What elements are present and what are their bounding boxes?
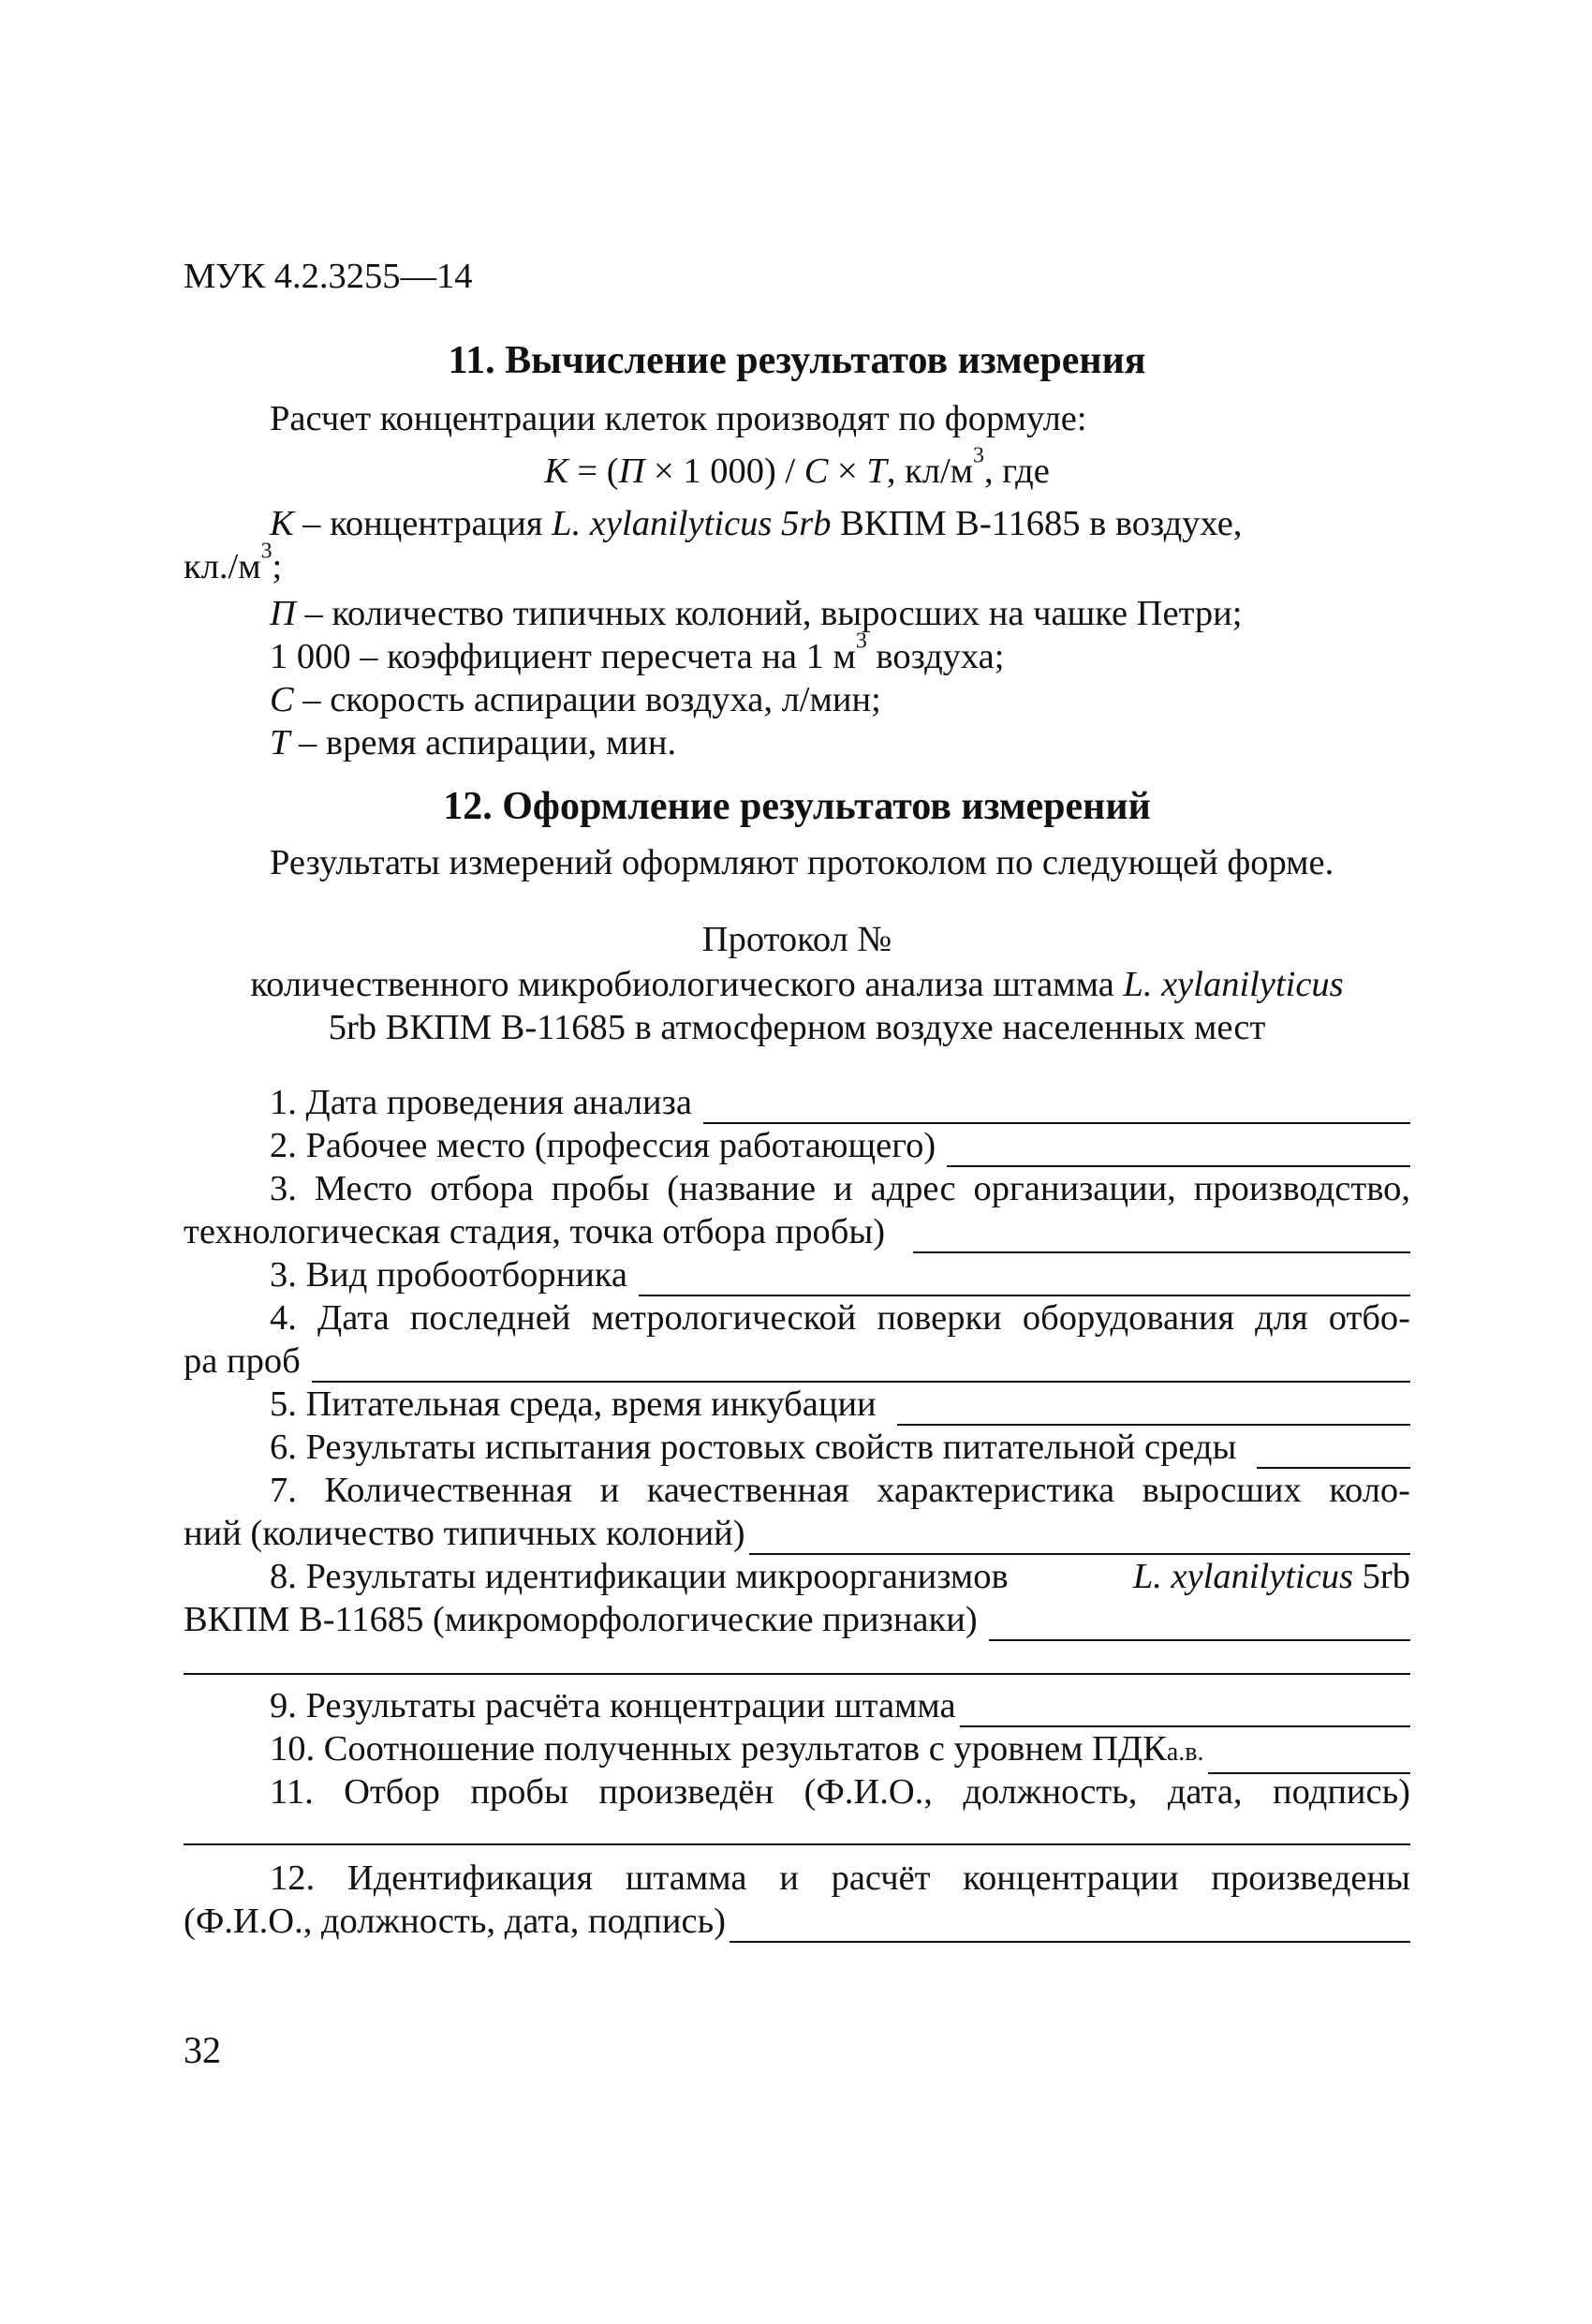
definition-c: С – скорость аспирации воздуха, л/мин; — [270, 680, 881, 719]
protocol-item-3-sampler: 3. Вид пробоотборника — [184, 1253, 1410, 1296]
fill-line-blank — [184, 1673, 1410, 1675]
formula-k: К — [544, 451, 568, 491]
fill-line — [1257, 1435, 1410, 1469]
definition-t: Т – время аспирации, мин. — [270, 723, 677, 762]
protocol-item-10: 10. Соотношение полученных результатов с уровнем ПДКа.в. — [184, 1727, 1410, 1774]
protocol-subtitle-line2: 5rb ВКПМ В-11685 в атмосферном воздухе населенных мест — [328, 1008, 1266, 1047]
protocol-item-9: 9. Результаты расчёта концентрации штамма — [184, 1684, 1410, 1727]
page-number: 32 — [184, 2029, 221, 2071]
fill-line — [989, 1607, 1410, 1641]
protocol-item-8-line1: 8. Результаты идентификации микроорганизмов L. xylanilyticus 5rb — [270, 1557, 1410, 1596]
definition-k-unit: $кл./м^3$; — [184, 539, 283, 586]
fill-line — [1208, 1740, 1410, 1774]
protocol-item-7-line1: 7. Количественная и качественная характеристика выросших коло- — [270, 1471, 1410, 1510]
fill-line — [947, 1133, 1410, 1167]
protocol-subtitle-line1: количественного микробиологического анализа штамма L. xylanilyticus — [250, 965, 1344, 1004]
fill-line — [913, 1220, 1410, 1253]
protocol-item-3-line2: технологическая стадия, точка отбора пробы) — [184, 1210, 1410, 1253]
fill-line — [960, 1694, 1410, 1727]
protocol-item-12-line1: 12. Идентификация штамма и расчёт концентрации произведены — [270, 1858, 1410, 1898]
fill-line — [703, 1090, 1410, 1124]
protocol-item-11: 11. Отбор пробы произведён (Ф.И.О., должность, дата, подпись) — [270, 1772, 1410, 1812]
protocol-item-4-line1: 4. Дата последней метрологической поверки оборудования для отбо- — [270, 1298, 1410, 1338]
fill-line — [730, 1909, 1410, 1943]
fill-line — [897, 1392, 1410, 1426]
protocol-item-1: 1. Дата проведения анализа — [184, 1081, 1410, 1124]
definition-k: К – концентрация L. xylanilyticus 5rb ВКПМ В-11685 в воздухе, — [270, 504, 1243, 543]
protocol-item-6: 6. Результаты испытания ростовых свойств питательной среды — [184, 1426, 1410, 1469]
protocol-item-7-line2: ний (количество типичных колоний) — [184, 1512, 1410, 1555]
protocol-item-8-line2: ВКПМ В-11685 (микроморфологические признаки) — [184, 1598, 1410, 1641]
protocol-item-2: 2. Рабочее место (профессия работающего) — [184, 1124, 1410, 1167]
fill-line — [639, 1263, 1410, 1296]
fill-line-blank — [184, 1843, 1410, 1845]
definition-p: П – количество типичных колоний, выросших на чашке Петри; — [270, 594, 1243, 633]
formula: К = (П × 1 000) / С × Т, $кл/м^3$, где — [544, 443, 1050, 491]
fill-line — [312, 1349, 1410, 1383]
section-11-intro: Расчет концентрации клеток производят по формуле: — [270, 399, 1087, 438]
section-12-intro: Результаты измерений оформляют протоколом по следующей форме. — [270, 843, 1334, 882]
protocol-item-5: 5. Питательная среда, время инкубации — [184, 1383, 1410, 1426]
definition-1000: 1 000 – коэффициент пересчета на 1 $м^3$ воздуха; — [270, 629, 1005, 676]
document-code: МУК 4.2.3255—14 — [184, 257, 473, 296]
fill-line — [749, 1521, 1410, 1555]
protocol-item-12-line2: (Ф.И.О., должность, дата, подпись) — [184, 1900, 1410, 1943]
protocol-item-3-line1: 3. Место отбора пробы (название и адрес организации, производство, — [270, 1169, 1410, 1208]
section-12-title: 12. Оформление результатов измерений — [443, 785, 1151, 828]
protocol-title: Протокол № — [701, 920, 892, 959]
section-11-title: 11. Вычисление результатов измерения — [448, 339, 1146, 382]
protocol-item-4-line2: ра проб — [184, 1340, 1410, 1383]
